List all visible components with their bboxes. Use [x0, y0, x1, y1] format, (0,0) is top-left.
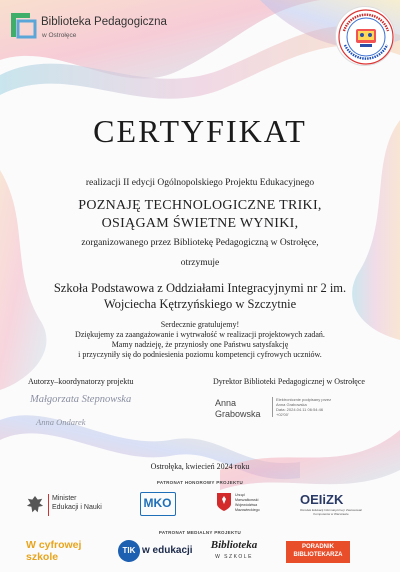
director-name — [215, 398, 261, 420]
esig-line3: Data: 2024.04.11 06:54:46 — [276, 407, 324, 412]
project-name — [0, 197, 400, 233]
w-cyfrowej-szkole-logo — [26, 539, 86, 567]
library-logo — [8, 10, 198, 44]
director-label: Dyrektor Biblioteki Pedagogicznej w Ostrołęce — [213, 377, 365, 386]
congratulations: Serdecznie gratulujemy! — [160, 320, 240, 329]
mazovia-crest-icon — [216, 492, 232, 512]
men-label-line2: Edukacji i Nauki — [52, 504, 102, 511]
bib-label-line1: Biblioteka — [210, 539, 258, 551]
poradnik-bibliotekarza-logo — [286, 541, 350, 563]
issue-date: Ostrołęka, kwiecień 2024 roku — [150, 462, 250, 471]
mko-logo — [140, 492, 176, 516]
library-city: w Ostrołęce — [42, 32, 77, 39]
men-logo — [26, 494, 108, 520]
eagle-emblem-icon — [26, 495, 44, 515]
recipient-line1: Szkoła Podstawowa z Oddziałami Integracyjnymi nr 2 im. — [53, 281, 347, 295]
honorary-patronage-caption: PATRONAT HONOROWY PROJEKTU — [156, 480, 244, 485]
oeiizk-label: OEIiZK — [300, 492, 344, 507]
recipient-line2: Wojciecha Kętrzyńskiego w Szczytnie — [103, 297, 297, 311]
hope-line2: i przyczyniły się do podniesienia poziomu kompetencji cyfrowych uczniów. — [78, 350, 322, 359]
signature-coordinator-2: Anna Ondarek — [36, 417, 86, 427]
project-badge-emblem-icon — [336, 7, 396, 67]
cyfrowa-label-line1: W cyfrowej — [26, 539, 82, 551]
recipient-school — [0, 280, 400, 312]
edition-line: realizacji II edycji Ogólnopolskiego Projektu Edukacyjnego — [85, 178, 315, 188]
director-last-name: Grabowska — [215, 409, 261, 419]
woj-label-line4: Mazowieckiego — [235, 508, 260, 512]
message-block — [0, 320, 400, 360]
project-badge — [335, 6, 395, 66]
organizer-line: zorganizowanego przez Bibliotekę Pedagogiczną w Ostrołęce, — [81, 238, 319, 248]
woj-label-line3: Województwa — [235, 503, 258, 507]
thanks-line: Dziękujemy za zaangażowanie i wytrwałość w realizacji projektowych zadań. — [75, 330, 325, 339]
poradnik-label-line1: PORADNIK — [301, 544, 334, 550]
cyfrowa-label-line2: szkole — [26, 551, 59, 563]
esig-line4: +02'00' — [276, 412, 289, 417]
mko-label: MKO — [143, 496, 172, 510]
tik-rest-label: w edukacji — [142, 545, 193, 556]
woj-label-line2: Marszałkowski — [235, 498, 259, 502]
oeiizk-logo — [296, 492, 366, 522]
coordinators-label: Autorzy–koordynatorzy projektu — [28, 377, 134, 386]
oeiizk-sublabel: Ośrodek Edukacji Informatycznej i Zastosowań Komputerów w Warszawie — [299, 508, 363, 516]
woj-label-line1: Urząd — [235, 493, 245, 497]
hope-line1: Mamy nadzieję, że przyniosły one Państwu satysfakcję — [111, 340, 289, 349]
signature-coordinator-1: Małgorzata Stepnowska — [30, 394, 132, 405]
project-name-line2: OSIĄGAM ŚWIETNE WYNIKI, — [101, 216, 299, 231]
library-logo-mark-icon — [8, 10, 38, 40]
tik-label: TIK — [122, 546, 136, 555]
project-name-line1: POZNAJĘ TECHNOLOGICZNE TRIKI, — [78, 198, 322, 213]
mazowieckie-logo — [216, 490, 276, 520]
director-first-name: Anna — [215, 398, 237, 408]
tik-w-edukacji-logo — [118, 540, 194, 564]
library-name: Biblioteka Pedagogiczna — [41, 16, 167, 28]
tik-circle — [118, 540, 140, 562]
receives-label: otrzymuje — [180, 258, 220, 268]
esig-line2: Anna Grabowska — [276, 402, 307, 407]
electronic-signature-stamp — [272, 397, 331, 417]
biblioteka-w-szkole-logo — [204, 539, 264, 567]
men-label-line1: Minister — [52, 495, 77, 502]
certificate-title: CERTYFIKAT — [93, 113, 307, 149]
poradnik-label-line2: BIBLIOTEKARZA — [293, 552, 343, 558]
media-patronage-caption: PATRONAT MEDIALNY PROJEKTU — [158, 530, 242, 535]
bib-label-line2: W SZKOLE — [215, 554, 253, 560]
esig-line1: Elektronicznie podpisany przez — [276, 397, 332, 402]
